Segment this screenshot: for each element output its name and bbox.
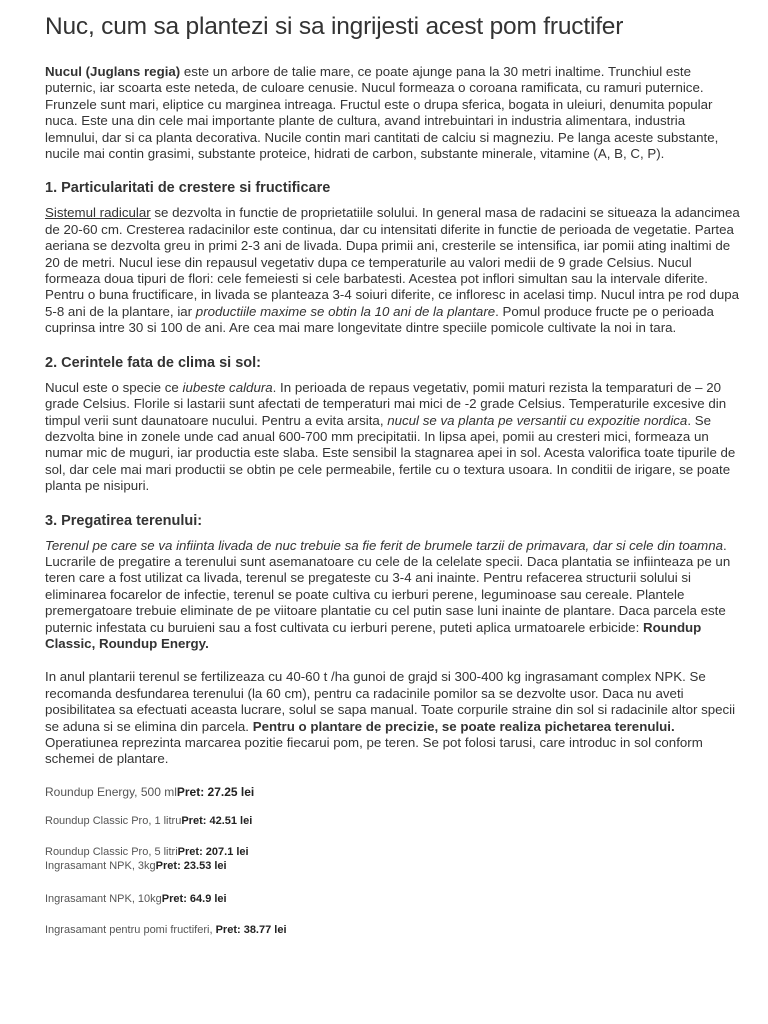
section3-text: . Lucrarile de pregatire a terenului sunt asemanatoare cu cele de la celelate specii. Daca plantatia se infiinteaza pe un teren care a fost utilizat ca livada, terenul se pregateste cu 3-4 ani inainte. Pentru refacerea structurii solului si eliminarea focarelor de infectie, terenul se poate cultiva cu ierburi perene, leguminoase sau cereale. Plantele premergatoare trebuie eliminate de pe viitoare plantatie cu cel putin sase luni inainte de plantare. Daca parcela este puternic infestata cu buruieni sau a fost cultivata cu ierburi perene, puteti aplica urmatoarele erbicide: (45, 537, 731, 635)
product-name[interactable]: Ingrasamant pentru pomi fructiferi, (45, 923, 216, 936)
product-price: Pret: 38.77 lei (215, 923, 287, 936)
section1-heading: 1. Particularitati de crestere si fructificare (45, 180, 331, 197)
section2-text-a: Nucul este o specie ce (45, 379, 183, 395)
intro-text: este un arbore de talie mare, ce poate ajunge pana la 30 metri inaltime. Trunchiul este puternic, iar scoarta este neteda, de culoare cenusie. Nucul formeaza o coroana ramificata, cu ramuri puternice. Frunzele sunt mari, eliptice cu marginea intreaga. Fructul este o drupa sferica, bogata in uleiuri, denumita popular nuca. Este una din cele mai importante plante de cultura, avand intrebuintari in industria alimentara, industria lemnului, dar si ca planta decorativa. Nucile contin mari cantitati de calciu si magneziu. Pe langa aceste substante, nucile mai contin grasimi, substante proteice, hidrati de carbon, substante minerale, vitamine (A, B, C, P). (45, 64, 719, 162)
product-item[interactable] (45, 892, 740, 906)
product-item[interactable] (45, 785, 740, 799)
product-item[interactable] (45, 814, 740, 828)
section3-herbicides: Roundup Classic, Roundup Energy. (45, 619, 702, 651)
section2-text-c: . Se dezvolta bine in zonele unde cad anual 600-700 mm precipitatii. In lipsa apei, pomii au cresteri mici, formeaza un numar mic de muguri, iar productia este slaba. Este sensibil la stagnarea apei in sol. Acesta valorifica toate tipurile de sol, dar cele mai mari productii se obtin pe cele permeabile, fertile cu o textura usoara. In conditii de irigare, se poate planta pe nisipuri. (45, 412, 736, 494)
section3-heading: 3. Pregatirea terenului: (45, 512, 203, 529)
product-price: Pret: 64.9 lei (161, 892, 227, 905)
product-list (45, 785, 740, 937)
product-item-inline[interactable] (45, 859, 740, 873)
product-price: Pret: 207.1 lei (177, 845, 249, 858)
section3-p2-bold: Pentru o plantare de precizie, se poate realiza pichetarea terenului. (252, 718, 675, 734)
section2-text-b: . In perioada de repaus vegetativ, pomii maturi rezista la temparaturi de – 20 grade Celsius. Florile si lastarii sunt afectati de temperaturi mai mici de -2 grade Celsius. Temperaturile excesive din timpul verii sunt daunatoare nucului. Pentru a evita arsita, (45, 379, 727, 428)
product-name[interactable]: Ingrasamant NPK, 3kg (45, 859, 156, 872)
section3-paragraph-1 (45, 538, 740, 653)
section2-italic-a: iubeste caldura (182, 379, 273, 395)
page-title: Nuc, cum sa plantezi si sa ingrijesti acest pom fructifer (45, 13, 624, 40)
section3-italic: Terenul pe care se va infiinta livada de nuc trebuie sa fie ferit de brumele tarzii de primavara, dar si cele din toamna (45, 537, 724, 553)
product-name[interactable]: Roundup Classic Pro, 5 litri (45, 845, 178, 858)
section2-paragraph (45, 380, 740, 495)
section2-italic-b: nucul se va planta pe versantii cu expozitie nordica (387, 412, 688, 428)
section3-paragraph-2 (45, 669, 740, 767)
section1-text-b: . Pomul produce fructe pe o perioada cuprinsa intre 30 si 100 de ani. Are cea mai mare longevitate dintre speciile pomicole cultivate la noi in tara. (45, 303, 714, 336)
product-name[interactable]: Roundup Energy, 500 ml (45, 784, 177, 799)
product-name[interactable]: Roundup Classic Pro, 1 litru (45, 814, 182, 827)
section3-p2-text: In anul plantarii terenul se fertilizeaza cu 40-60 t /ha gunoi de grajd si 300-400 kg ingrasamant complex NPK. Se recomanda desfundarea terenului (la 60 cm), pentru ca radacinile pomilor sa se dezvolte usor. Daca nu aveti posibilitatea sa efectuati aceasta lucrare, solul se sapa manual. Toate corpurile straine din sol si radacinile altor specii se aduna si se elimina din parcela. (45, 669, 736, 734)
product-name[interactable]: Ingrasamant NPK, 10kg (45, 892, 162, 905)
root-system-link[interactable]: Sistemul radicular (45, 205, 151, 221)
product-price: Pret: 27.25 lei (176, 784, 255, 799)
section1-italic: productiile maxime se obtin la 10 ani de la plantare (195, 303, 496, 319)
section1-paragraph (45, 205, 740, 336)
intro-bold: Nucul (Juglans regia) (45, 64, 181, 79)
intro-paragraph (45, 64, 740, 162)
product-price: Pret: 23.53 lei (155, 859, 227, 872)
product-price: Pret: 42.51 lei (181, 814, 253, 827)
section2-heading: 2. Cerintele fata de clima si sol: (45, 354, 261, 371)
product-item[interactable] (45, 845, 740, 873)
section3-p2-text-b: Operatiunea reprezinta marcarea pozitie fiecarui pom, pe teren. Se pot folosi tarusi, care introduc in sol conform schemei de plantare. (45, 735, 703, 767)
product-item[interactable] (45, 923, 740, 937)
section1-text-a: se dezvolta in functie de proprietatiile solului. In general masa de radacini se situeaza la adancimea de 20-60 cm. Cresterea radacinilor este continua, dar cu intensitati diferite in functie de perioada de vegetatie. Partea aeriana se dezvolta greu in primi 2-3 ani de livada. Dupa primii ani, cresterile se intensifica, iar pomii ating inaltimi de 20 de metri. Nucul iese din repausul vegetativ dupa ce temperaturile au valori medii de 9 grade Celsius. Nucul formeaza doua tipuri de flori: cele femeiesti si cele barbatesti. Acestea pot inflori simultan sau la intervale diferite. Pentru o buna fructificare, in livada se planteaza 3-4 soiuri diferite, ce infloresc in acelasi timp. Nucul intra pe rod dupa 5-8 ani de la plantare, iar (45, 205, 740, 319)
